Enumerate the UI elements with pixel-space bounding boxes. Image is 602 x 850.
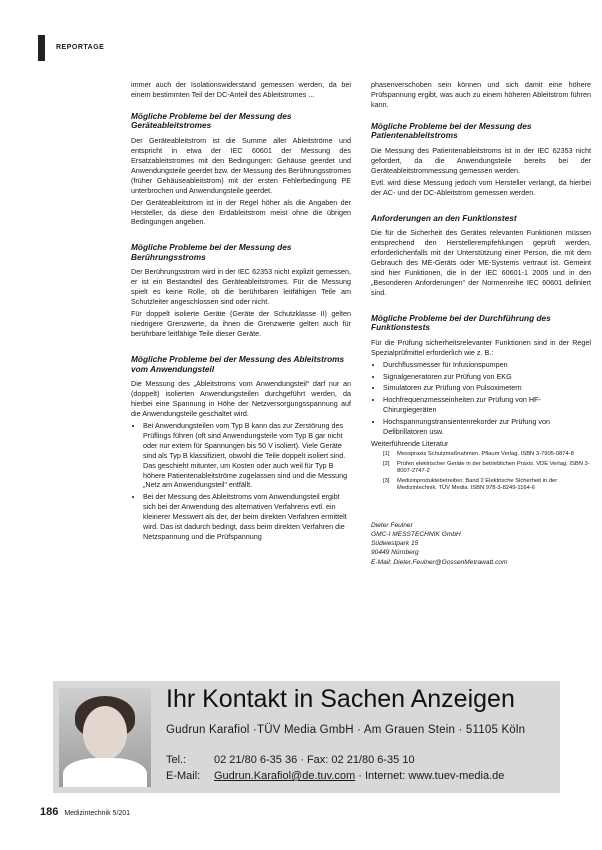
- right-column: [371, 80, 591, 567]
- author-company: GMC-I MESSTECHNIK GmbH: [371, 530, 461, 538]
- heading-geraeteableitstrom: Mögliche Probleme bei der Messung des Geräteableitstromes: [131, 110, 292, 131]
- paragraph: Die für die Sicherheit des Gerätes relevanten Funktionen müssen entsprechend den Herstellerempfehlungen geprüft werden, erforderlichenfalls mit der Unterstützung einer Person, die mit dem Gebrauch des ME-Geräts oder ME-Systems vertraut ist. Gemeint sind hier Funktionen, die in der IEC 60601-1 2005 und in den „Besonderen Anforderungen“ der Normenreihe IEC 60601 definiert sind.: [371, 228, 591, 297]
- tel-value: 02 21/80 6-35 36 · Fax: 02 21/80 6-35 10: [214, 754, 415, 766]
- ad-phone: [166, 754, 415, 766]
- email-link[interactable]: Gudrun.Karafiol@de.tuv.com: [214, 770, 356, 782]
- paragraph: Für die Prüfung sicherheitsrelevanter Funktionen sind in der Regel Spezialprüfmittel erforderlich wie z. B.:: [371, 337, 591, 357]
- section-marker: [38, 35, 45, 61]
- ad-address: Gudrun Karafiol ·TÜV Media GmbH · Am Grauen Stein · 51105 Köln: [166, 724, 526, 736]
- literature-item: [1] Messpraxis Schutzmaßnahmen. Pflaum Verlag. ISBN 3-7905-0874-8: [383, 451, 574, 458]
- page-number: 186: [40, 806, 59, 818]
- list-item: • Bei der Messung des Ableitstroms vom Anwendungsteil ergibt sich bei der Anwendung des alternativen Verfahrens evtl. ein kleinerer Messwert als der, der beim direkten Verfahren ermittelt wird. Das ist dadurch bedingt, dass beim direkten Verfahren die Netzspannung und die Prüfspannung: [143, 492, 351, 542]
- heading-anwendungsteil: Mögliche Probleme bei der Messung des Ableitstroms vom Anwendungsteil: [131, 354, 345, 374]
- literature-item: [3] Medizinproduktebetreiber, Band 2 Elektrische Sicherheit in der Medizintechnik. TÜV Media. ISBN 978-3-8249-1164-6: [383, 477, 558, 492]
- list-item: • Durchflussmesser für Infusionspumpen: [383, 360, 591, 370]
- page-footer: [40, 806, 130, 818]
- ad-email: [166, 770, 504, 782]
- tel-label: Tel.:: [166, 754, 187, 766]
- bullet-list: [131, 421, 351, 542]
- bullet-list: [371, 360, 591, 438]
- list-item: • Hochfrequenzmesseinheiten zur Prüfung von HF-Chirurgiegeräten: [383, 395, 591, 415]
- literature-item: [2] Prüfen elektrischer Geräte in der betrieblichen Praxis. VDE Verlag. ISBN 3-8007-2747-2: [383, 460, 590, 475]
- heading-patientenableitstrom: Mögliche Probleme bei der Messung des Patientenableitstroms: [371, 120, 532, 141]
- author-block: [371, 521, 591, 567]
- list-item: • Bei Anwendungsteilen vom Typ B kann das zur Zerstörung des Prüflings führen (oft sind Anwendungsteile vom Typ B gar nicht oder nur extern für Spannungen bis 50 V isoliert). Viele Geräte sind als Typ B klassifiziert, obwohl die Teile doppelt isoliert sind. Das geschieht mitunter, um Kosten oder auch weil für Typ B höhere Patientenableitströme zugelassen sind und die Messung „Netz am Anwendungsteil“ entfällt.: [143, 421, 351, 491]
- paragraph: Die Messung des Patientenableitstroms ist in der IEC 62353 nicht gefordert, da die Anwendungsteile bereits bei der Geräteableitstrommessung gemessen werden.: [371, 145, 591, 175]
- contact-photo: [59, 688, 151, 787]
- author-city: 90449 Nürnberg: [371, 549, 419, 557]
- heading-funktionstest: Anforderungen an den Funktionstest: [371, 212, 517, 223]
- list-item: • Signalgeneratoren zur Prüfung von EKG: [383, 372, 591, 382]
- right-intro: phasenverschoben sein können und sich damit eine höhere Prüfspannung ergibt, was auch zu einem höheren Ableitstrom führen kann.: [371, 80, 591, 109]
- ad-title: Ihr Kontakt in Sachen Anzeigen: [166, 685, 515, 713]
- paragraph: Die Messung des „Ableitstroms vom Anwendungsteil“ darf nur an (doppelt) isolierten Anwendungsteilen durchgeführt werden, da hierbei eine Spannung in Höhe der Netzversorgungsspannung auf die Anwendungsteile geschaltet wird.: [131, 379, 351, 418]
- list-item: • Hochspannungstransientenrekorder zur Prüfung von Defibrillatoren usw.: [383, 417, 591, 437]
- section-tag: REPORTAGE: [56, 44, 105, 51]
- author-email[interactable]: E-Mail: Dieter.Feulner@GossenMetrawatt.com: [371, 558, 508, 566]
- mail-label: E-Mail:: [166, 770, 201, 782]
- heading-beruehrungsstrom: Mögliche Probleme bei der Messung des Berührungsstroms: [131, 242, 292, 262]
- contact-advertisement: [53, 681, 560, 793]
- literature-list: [371, 451, 591, 493]
- paragraph: Der Geräteableitstrom ist die Summe aller Ableitströme und entspricht in etwa der IEC 60601 der Messung des Ersatzableitstromes mit den Bedingungen: Gehäuse geerdet und Anwendungsteile geerdet bzw. der Messung des Berührungsstromes (früher Gehäuseableitstrom) mit der ersten Fehlerbedingung PE unterbrochen und Anwendungsteile geerdet.: [131, 135, 351, 195]
- literature-title: Weiterführende Literatur: [371, 439, 449, 449]
- journal-name: Medizintechnik 5/201: [64, 810, 131, 817]
- paragraph: Evtl. wird diese Messung jedoch vom Hersteller verlangt, da hierbei der AC- und der DC-Ableitstrom gemessen werden.: [371, 177, 591, 197]
- author-name: Dieter Feulner: [371, 521, 413, 529]
- paragraph: Der Berührungsstrom wird in der IEC 62353 nicht explizit gemessen, er ist ein Bestandteil des Geräteableitstromes. Für die Messung spielt es keine Rolle, ob die berührbaren leitfähigen Teile am Schutzleiter angeschlossen sind oder nicht.: [131, 267, 351, 307]
- author-street: Südwestpark 15: [371, 540, 419, 548]
- paragraph: Der Geräteableitstrom ist in der Regel höher als die Angaben der Hersteller, da diese den Erdableitstrom meist ohne die übrigen Bedingungen angeben.: [131, 197, 351, 227]
- heading-durchfuehrung: Mögliche Probleme bei der Durchführung des Funktionstests: [371, 312, 551, 333]
- left-column: [131, 80, 351, 544]
- internet-link[interactable]: · Internet: www.tuev-media.de: [355, 770, 505, 782]
- left-intro: immer auch der Isolationswiderstand gemessen werden, da bei einem bestimmten Teil der DC-Anteil des Ableitstromes ...: [131, 80, 351, 99]
- list-item: • Simulatoren zur Prüfung von Pulsoximetern: [383, 383, 591, 393]
- paragraph: Für doppelt isolierte Geräte (Geräte der Schutzklasse II) gelten niedrigere Grenzwerte, da ihnen die Grenzwerte gelten auch für berührbare leitfähige Teile dieser Geräte.: [131, 309, 351, 339]
